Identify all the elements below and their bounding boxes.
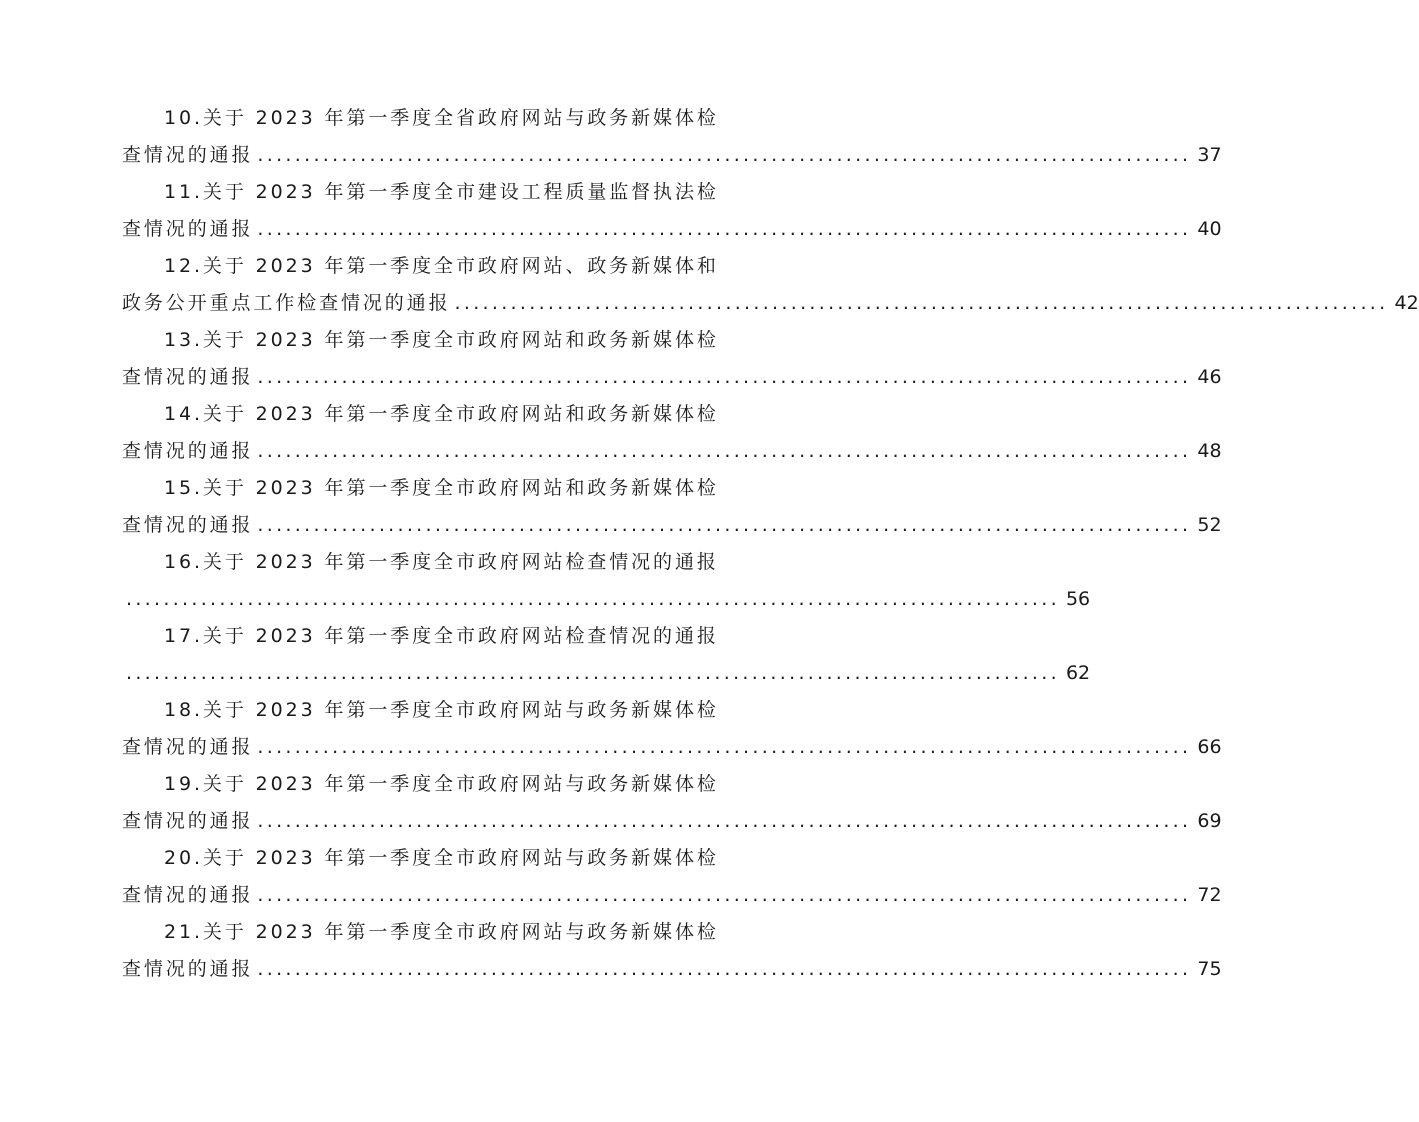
toc-page-number: 40 xyxy=(1197,218,1222,240)
toc-dot-leader: .................................................................................................... xyxy=(454,292,1389,314)
toc-entry-continuation xyxy=(122,581,1091,618)
toc-entry-continuation xyxy=(122,211,1222,248)
toc-entry-title: 10.关于 2023 年第一季度全省政府网站与政务新媒体检 xyxy=(164,107,719,129)
toc-entry xyxy=(122,840,1222,914)
toc-dot-leader: .................................................................................................... xyxy=(257,958,1192,980)
toc-entry-continuation xyxy=(122,951,1222,988)
toc-entry-title: 15.关于 2023 年第一季度全市政府网站和政务新媒体检 xyxy=(164,477,719,499)
toc-entry-title: 12.关于 2023 年第一季度全市政府网站、政务新媒体和 xyxy=(164,255,719,277)
toc-entry-title-continued: 查情况的通报 xyxy=(122,366,254,388)
toc-entry xyxy=(122,766,1222,840)
toc-entry-continuation xyxy=(122,729,1222,766)
toc-entry xyxy=(122,914,1222,988)
toc-entry-continuation xyxy=(122,137,1222,174)
toc-entry-title: 11.关于 2023 年第一季度全市建设工程质量监督执法检 xyxy=(164,181,719,203)
toc-entry-title: 20.关于 2023 年第一季度全市政府网站与政务新媒体检 xyxy=(164,847,719,869)
toc-page-number: 46 xyxy=(1197,366,1222,388)
toc-entry-title: 18.关于 2023 年第一季度全市政府网站与政务新媒体检 xyxy=(164,699,719,721)
toc-page-number: 75 xyxy=(1197,958,1222,980)
toc-entry xyxy=(122,470,1222,544)
toc-entry xyxy=(122,396,1222,470)
toc-page-number: 37 xyxy=(1197,144,1222,166)
toc-dot-leader: .................................................................................................... xyxy=(126,662,1060,684)
toc-page-number: 66 xyxy=(1197,736,1222,758)
toc-entry-title-continued: 查情况的通报 xyxy=(122,958,254,980)
toc-entry xyxy=(122,618,1091,692)
toc-dot-leader: .................................................................................................... xyxy=(257,736,1192,758)
toc-entry xyxy=(122,544,1091,618)
toc-entry xyxy=(122,100,1222,174)
toc-entry-title: 21.关于 2023 年第一季度全市政府网站与政务新媒体检 xyxy=(164,921,719,943)
toc-entry-continuation xyxy=(122,285,1419,322)
toc-entry xyxy=(122,248,1419,322)
toc-entry-title-continued: 查情况的通报 xyxy=(122,884,254,906)
toc-page-number: 69 xyxy=(1197,810,1222,832)
toc-dot-leader: .................................................................................................... xyxy=(257,440,1192,462)
toc-entry-title: 16.关于 2023 年第一季度全市政府网站检查情况的通报 xyxy=(164,551,719,573)
table-of-contents xyxy=(122,100,1419,988)
toc-entry-continuation xyxy=(122,507,1222,544)
toc-entry-continuation xyxy=(122,655,1091,692)
toc-page-number: 62 xyxy=(1065,662,1091,684)
toc-entry-title-continued: 查情况的通报 xyxy=(122,810,254,832)
toc-entry-title-continued: 政务公开重点工作检查情况的通报 xyxy=(122,292,451,314)
toc-dot-leader: .................................................................................................... xyxy=(126,588,1060,610)
toc-page-number: 48 xyxy=(1197,440,1222,462)
toc-page-number: 72 xyxy=(1197,884,1222,906)
toc-dot-leader: .................................................................................................... xyxy=(257,218,1192,240)
toc-entry xyxy=(122,174,1222,248)
toc-dot-leader: .................................................................................................... xyxy=(257,144,1192,166)
toc-entry-title: 19.关于 2023 年第一季度全市政府网站与政务新媒体检 xyxy=(164,773,719,795)
toc-page-number: 52 xyxy=(1197,514,1222,536)
toc-entry-continuation xyxy=(122,433,1222,470)
toc-dot-leader: .................................................................................................... xyxy=(257,884,1192,906)
toc-dot-leader: .................................................................................................... xyxy=(257,514,1192,536)
toc-entry-continuation xyxy=(122,803,1222,840)
toc-entry-title: 17.关于 2023 年第一季度全市政府网站检查情况的通报 xyxy=(164,625,719,647)
toc-entry xyxy=(122,692,1222,766)
toc-entry xyxy=(122,322,1222,396)
toc-entry-title-continued: 查情况的通报 xyxy=(122,440,254,462)
toc-entry-title-continued: 查情况的通报 xyxy=(122,218,254,240)
toc-entry-title: 14.关于 2023 年第一季度全市政府网站和政务新媒体检 xyxy=(164,403,719,425)
toc-dot-leader: .................................................................................................... xyxy=(257,366,1192,388)
toc-page-number: 42 xyxy=(1394,292,1419,314)
toc-entry-title-continued: 查情况的通报 xyxy=(122,736,254,758)
toc-entry-title-continued: 查情况的通报 xyxy=(122,144,254,166)
toc-dot-leader: .................................................................................................... xyxy=(257,810,1192,832)
toc-page-number: 56 xyxy=(1065,588,1091,610)
toc-entry-continuation xyxy=(122,359,1222,396)
toc-entry-title: 13.关于 2023 年第一季度全市政府网站和政务新媒体检 xyxy=(164,329,719,351)
toc-entry-continuation xyxy=(122,877,1222,914)
toc-entry-title-continued: 查情况的通报 xyxy=(122,514,254,536)
